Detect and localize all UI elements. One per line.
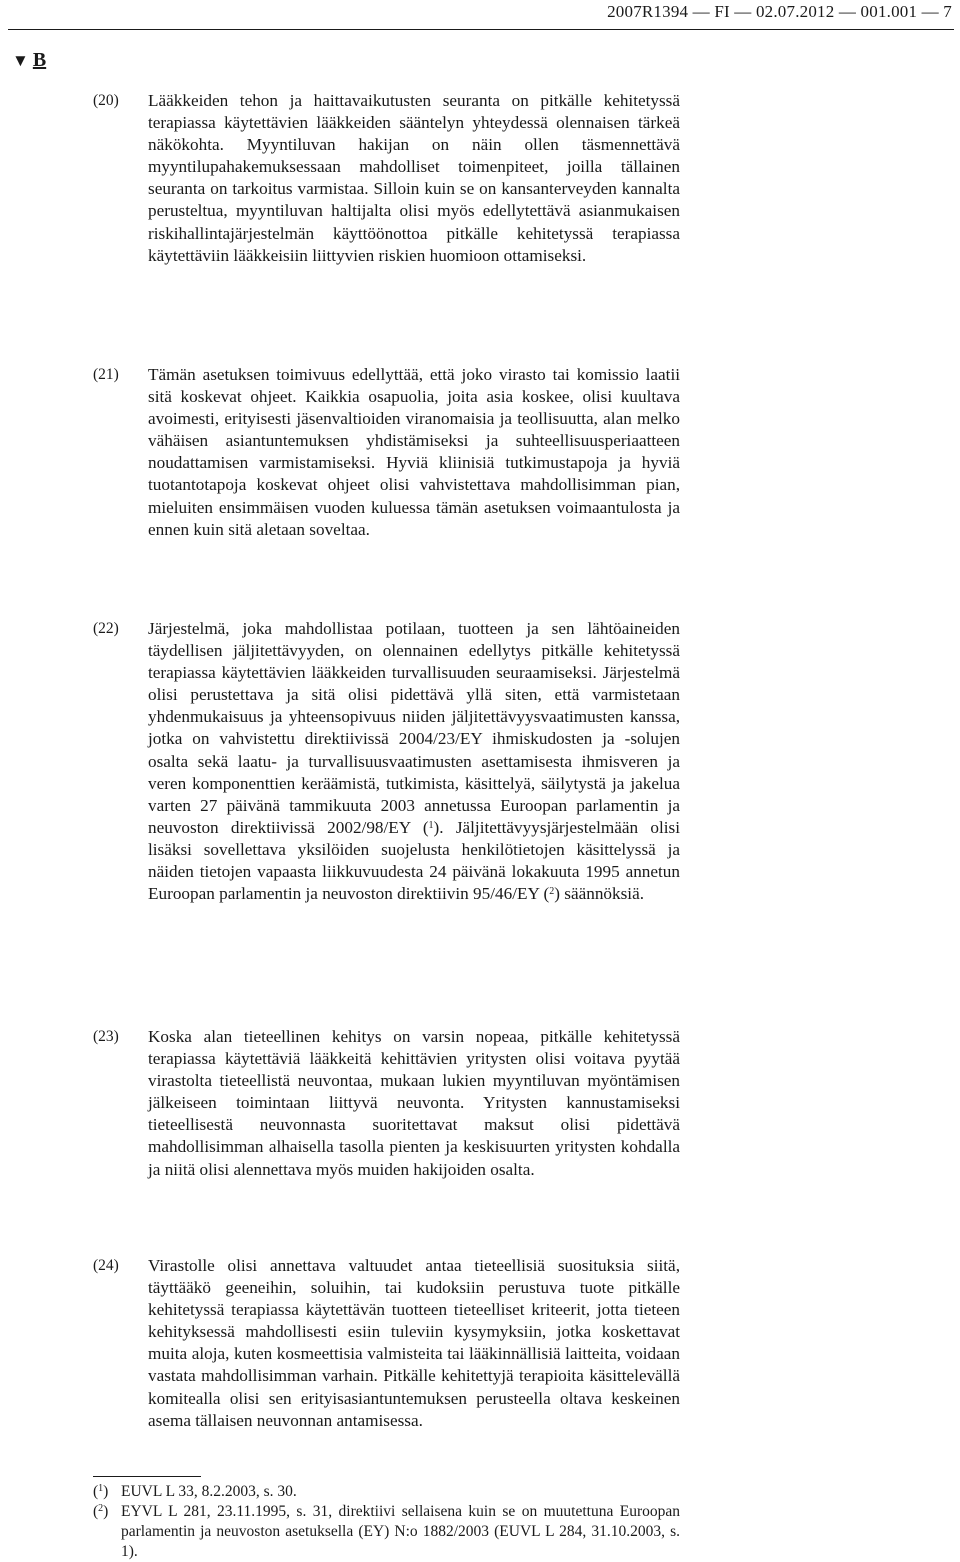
footnote-label: ($^1$) [93, 1483, 109, 1500]
recital-text: Koska alan tieteellinen kehitys on varsin nopeaa, pitkälle kehitetyssä terapiassa käytettäviä lääkkeitä kehittävien yritysten olisi voitava pyytää virastolta tieteellistä neuvontaa, mukaan lukien myyntiluvan myöntämisen jälkeiseen toimintaan liittyvä neuvonta. Yritysten kannustamiseksi tieteellisestä neuvonnasta suoritettavat maksut olisi pidettävä mahdollisimman alhaisella tasolla pienten ja keskisuurten yritysten kohdalla ja niitä olisi alennettava myös muiden hakijoiden osalta. [148, 1027, 680, 1179]
recital-20 [93, 90, 680, 267]
footnote-text: EYVL L 281, 23.11.1995, s. 31, direktiivi sellaisena kuin se on muutettuna Euroopan parlamentin ja neuvoston asetuksella (EY) N:o 1882/2003 (EUVL L 284, 31.10.2003, s. 1). [121, 1503, 680, 1560]
footnote-ref[interactable]: 2 [549, 886, 555, 898]
footnote-label: ($^2$) [93, 1503, 109, 1520]
running-header: 2007R1394 — FI — 02.07.2012 — 001.001 — 7 [607, 2, 952, 21]
recital-text-part: Järjestelmä, joka mahdollistaa potilaan, tuotteen ja sen lähtöaineiden täydellisen jäljitettävyyden, on olennainen edellytys pitkälle kehitetyssä terapiassa käytettävien lääkkeiden turvallisuuden seuraamiseksi. Järjestelmä olisi perustettava ja sitä olisi pidettävä yllä siten, että varmistetaan yhdenmukaisuus ja yhteensopivuus niiden jäljitettävyysvaatimusten kanssa, jotka on vahvistettu direktiivissä 2004/23/EY ihmiskudosten ja -solujen osalta sekä laatu- ja turvallisuusvaatimusten asettamisesta ihmisveren ja veren komponenttien keräämistä, tutkimista, käsittelyä, säilytystä ja jakelua varten 27 päivänä tammikuuta 2003 annetussa Euroopan parlamentin ja neuvoston direktiivissä 2002/98/EY ( [148, 619, 680, 837]
recital-number: (21) [93, 366, 119, 383]
header-rule [8, 29, 954, 30]
recital-number: (24) [93, 1257, 119, 1274]
recital-21 [93, 364, 680, 541]
recital-text [148, 618, 680, 905]
recital-number: (23) [93, 1028, 119, 1045]
recital-number: (22) [93, 620, 119, 637]
recital-text-part: ). Jäljitettävyysjärjestelmään olisi lisäksi sovellettava yksilöiden suojelusta henkilötietojen käsittelyssä ja näiden tietojen vapaasta liikkuvuudesta 24 päivänä lokakuuta 1995 annetun Euroopan parlamentin ja neuvoston direktiivin 95/46/EY ( [148, 817, 680, 904]
footnote-2 [93, 1502, 680, 1562]
recital-text: Lääkkeiden tehon ja haittavaikutusten seuranta on pitkälle kehitetyssä terapiassa käytettävien lääkkeiden sääntelyn yhteydessä olennaisen tärkeä näkökohta. Myyntiluvan hakijan on näin ollen täsmennettävä myyntilupahakemuksessaan mahdolliset toimenpiteet, joilla tällainen seuranta on tarkoitus varmistaa. Silloin kuin se on kansanterveyden kannalta perusteltua, myyntiluvan haltijalta olisi myös edellytettävä asianmukaisen riskihallintajärjestelmän käyttöönottoa pitkälle kehitetyssä terapiassa käytettäviin lääkkeisiin liittyvien riskien huomioon ottamiseksi. [148, 91, 680, 265]
recital-text: Virastolle olisi annettava valtuudet antaa tieteellisiä suosituksia siitä, täyttääkö geeneihin, soluihin, tai kudoksiin perustuva tuote pitkälle kehitetyssä terapiassa käytettävän tuotteen tieteelliset kriteerit, jotta tieteen kehityksessä mahdollisesti esiin tuleviin kysymyksiin, jotka koskettavat muita aloja, kuten kosmeettisia valmisteita tai lääkinnällisiä laitteita, voidaan vastata mahdollisimman varhain. Pitkälle kehitettyjä terapioita käsittelevällä komitealla olisi sen erityisasiantuntemuksen perusteella oltava keskeinen asema tällaisen neuvonnan antamisessa. [148, 1256, 680, 1430]
footnote-ref[interactable]: 1 [428, 819, 434, 831]
triangle-down-icon: ▼ [12, 50, 29, 70]
recital-22 [93, 618, 680, 905]
footnote-text: EUVL L 33, 8.2.2003, s. 30. [121, 1483, 297, 1500]
footnote-rule [93, 1476, 201, 1477]
amendment-marker[interactable] [12, 49, 46, 72]
recital-number: (20) [93, 92, 119, 109]
marker-letter-link[interactable]: B [32, 49, 47, 71]
recital-text: Tämän asetuksen toimivuus edellyttää, että joko virasto tai komissio laatii sitä koskevat ohjeet. Kaikkia osapuolia, joita asia koskee, olisi kuultava avoimesti, erityisesti jäsenvaltioiden viranomaisia ja teollisuutta, alan melko vähäisen asiantuntemuksen yhdistämiseksi ja suhteellisuusperiaatteen noudattamisen varmistamiseksi. Hyviä kliinisiä tutkimustapoja ja hyviä tuotantotapoja koskevat ohjeet olisi vahvistettava mahdollisimman pian, mieluiten ensimmäisen vuoden kuluessa tämän asetuksen voimaantulosta ja ennen kuin sitä aletaan soveltaa. [148, 365, 680, 539]
footnote-1 [93, 1482, 680, 1502]
recital-24 [93, 1255, 680, 1432]
recital-text-part: ) säännöksiä. [554, 884, 645, 904]
recital-23 [93, 1026, 680, 1181]
